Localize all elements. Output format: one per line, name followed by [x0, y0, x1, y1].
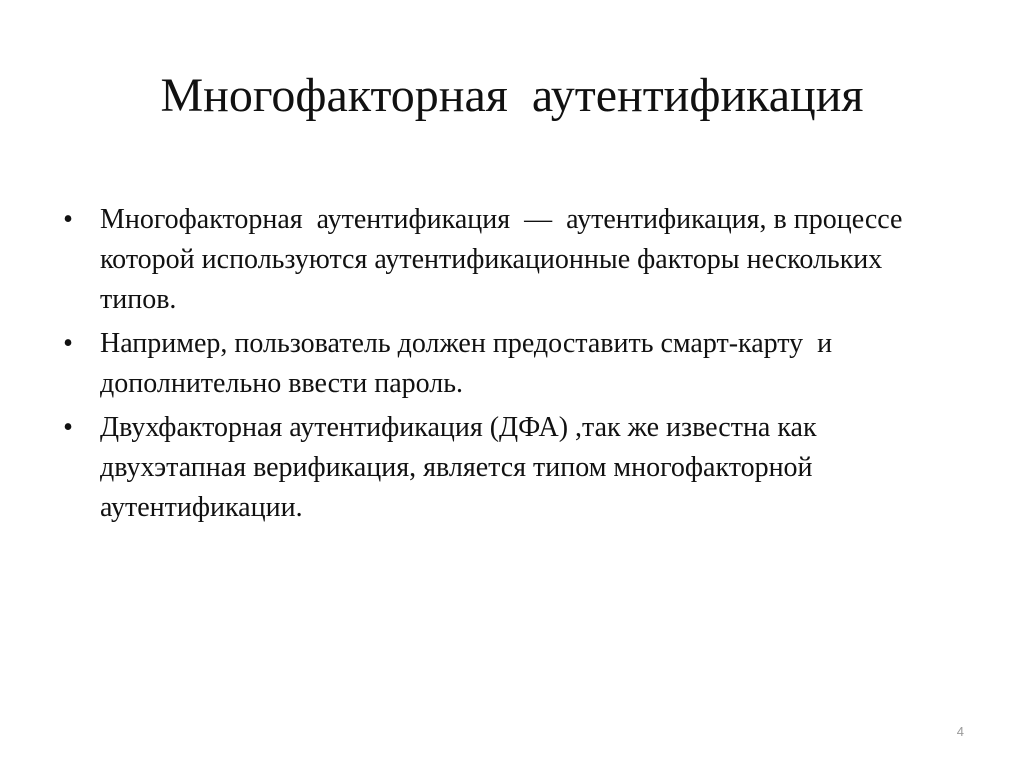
- page-number: 4: [956, 724, 964, 739]
- bullet-text: Двухфакторная аутентификация (ДФА) ,так же известна как двухэтапная верификация, является типом многофакторной аутентификации.: [100, 412, 824, 523]
- bullet-text: Многофакторная аутентификация — аутентификация, в процессе которой используются аутентификационные факторы нескольких типов.: [100, 204, 910, 315]
- bullet-dot-icon: •: [63, 204, 73, 235]
- bullet-item: [58, 324, 958, 404]
- bullet-dot-icon: •: [63, 412, 73, 443]
- bullet-item: [58, 200, 958, 320]
- slide-title: Многофакторная аутентификация: [160, 69, 864, 122]
- bullet-list: [58, 200, 958, 532]
- bullet-text: Например, пользователь должен предоставить смарт-карту и дополнительно ввести пароль.: [100, 328, 840, 399]
- bullet-item: [58, 408, 958, 528]
- bullet-dot-icon: •: [63, 328, 73, 359]
